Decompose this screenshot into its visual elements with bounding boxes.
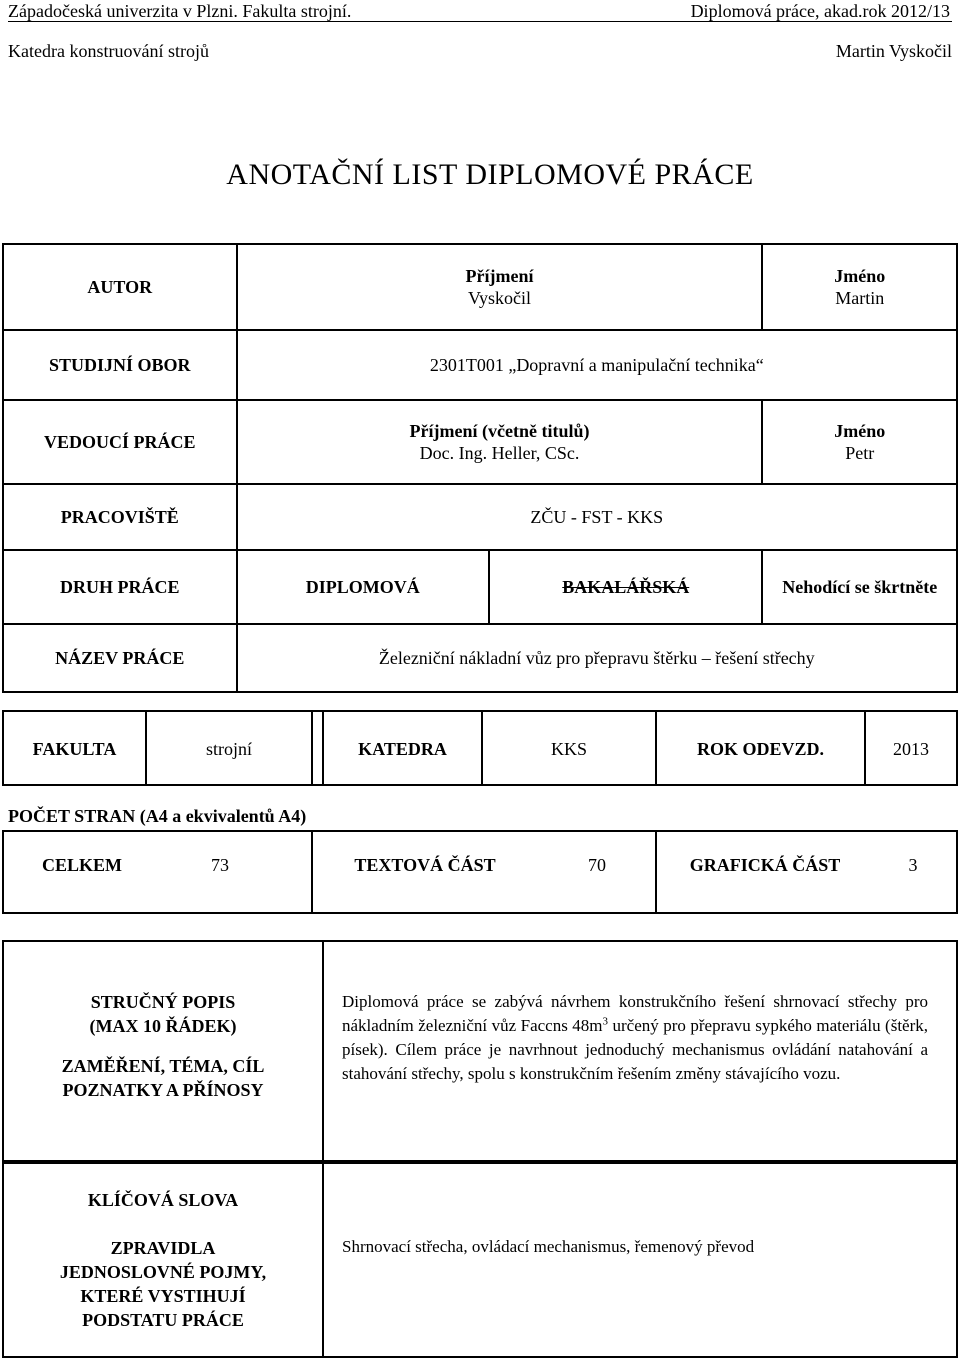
study-field-value: 2301T001 „Dopravní a manipulační technika“ <box>237 330 957 400</box>
header-university: Západočeská univerzita v Plzni. Fakulta strojní. <box>8 1 352 21</box>
pages-divider <box>655 830 657 914</box>
year-value: 2013 <box>893 739 929 759</box>
year-label: ROK ODEVZD. <box>696 739 824 759</box>
work-type-note: Nehodící se škrtněte <box>762 550 957 624</box>
page-title: ANOTAČNÍ LIST DIPLOMOVÉ PRÁCE <box>226 158 754 191</box>
pages-text: 70 <box>588 855 606 875</box>
faculty-value: strojní <box>205 739 252 759</box>
work-type-diploma: DIPLOMOVÁ <box>237 550 489 624</box>
workplace-value: ZČU - FST - KKS <box>237 484 957 550</box>
work-title-label: NÁZEV PRÁCE <box>3 624 237 692</box>
header-thesis: Diplomová práce, akad.rok 2012/13 <box>690 1 950 21</box>
supervisor-name: Petr <box>845 443 875 463</box>
summary-label-line4: POZNATKY A PŘÍNOSY <box>62 1080 264 1100</box>
author-name: Martin <box>835 288 885 308</box>
faculty-label: FAKULTA <box>32 739 117 759</box>
summary-label-line1: STRUČNÝ POPIS <box>90 992 236 1012</box>
workplace-label: PRACOVIŠTĚ <box>3 484 237 550</box>
summary-text-a: Diplomová práce se zabývá návrhem konstrukčního řešení shrnovací střechy pro nákladním železniční vůz Faccns 48m <box>342 992 928 1035</box>
author-name-label: Jméno <box>834 266 886 286</box>
supervisor-name-label: Jméno <box>834 421 886 441</box>
pages-divider <box>311 830 313 914</box>
summary-text-b: určený pro přepravu sypkého materiálu (štěrk, písek). Cílem práce je navrhnout jednoduchý mechanismus ovládání natahování a stahování střechy, spolu s konstrukčním řešením změny stávajícího vozu. <box>342 1016 928 1083</box>
summary-label-spacer <box>4 1038 322 1054</box>
pages-total-label: CELKEM <box>41 855 122 875</box>
pages-graphic-label: GRAFICKÁ ČÁST <box>689 855 841 875</box>
pages-graphic: 3 <box>908 855 918 875</box>
summary-text <box>342 990 928 1086</box>
summary-label-line3: ZAMĚŘENÍ, TÉMA, CÍL <box>61 1056 265 1076</box>
supervisor-label: VEDOUCÍ PRÁCE <box>3 400 237 484</box>
summary-divider <box>322 940 324 1162</box>
author-label: AUTOR <box>3 244 237 330</box>
department-value: KKS <box>550 739 587 759</box>
pages-total: 73 <box>211 855 229 875</box>
pages-heading: POČET STRAN (A4 a ekvivalentů A4) <box>8 806 307 826</box>
keywords-label <box>4 1188 322 1332</box>
keywords-label-line1: KLÍČOVÁ SLOVA <box>87 1190 239 1210</box>
work-type-label: DRUH PRÁCE <box>3 550 237 624</box>
header-department: Katedra konstruování strojů <box>8 41 209 61</box>
work-type-bachelor: BAKALÁŘSKÁ <box>489 550 762 624</box>
summary-label <box>4 990 322 1102</box>
faculty-divider <box>311 710 313 786</box>
header-rule <box>8 21 952 22</box>
supervisor-surname-cell <box>237 400 763 484</box>
author-surname-cell <box>237 244 763 330</box>
study-field-label: STUDIJNÍ OBOR <box>3 330 237 400</box>
keywords-label-spacer <box>4 1212 322 1236</box>
supervisor-surname: Doc. Ing. Heller, CSc. <box>419 443 580 463</box>
author-surname-label: Příjmení <box>465 266 534 286</box>
author-name-cell <box>762 244 957 330</box>
keywords-divider <box>322 1162 324 1358</box>
supervisor-surname-label: Příjmení (včetně titulů) <box>409 421 590 441</box>
supervisor-name-cell <box>762 400 957 484</box>
keywords-label-line2: ZPRAVIDLA JEDNOSLOVNÉ POJMY, KTERÉ VYSTIHUJÍ PODSTATU PRÁCE <box>59 1238 267 1330</box>
work-title-value: Železniční nákladní vůz pro přepravu štěrku – řešení střechy <box>237 624 957 692</box>
author-surname: Vyskočil <box>468 288 531 308</box>
summary-label-line2: (MAX 10 ŘÁDEK) <box>89 1016 237 1036</box>
header-author: Martin Vyskočil <box>835 41 952 61</box>
pages-text-label: TEXTOVÁ ČÁST <box>354 855 496 875</box>
summary-text-sup: 3 <box>602 1015 609 1028</box>
department-label: KATEDRA <box>358 739 447 759</box>
main-table <box>2 243 958 693</box>
keywords-value: Shrnovací střecha, ovládací mechanismus, řemenový převod <box>342 1237 755 1256</box>
